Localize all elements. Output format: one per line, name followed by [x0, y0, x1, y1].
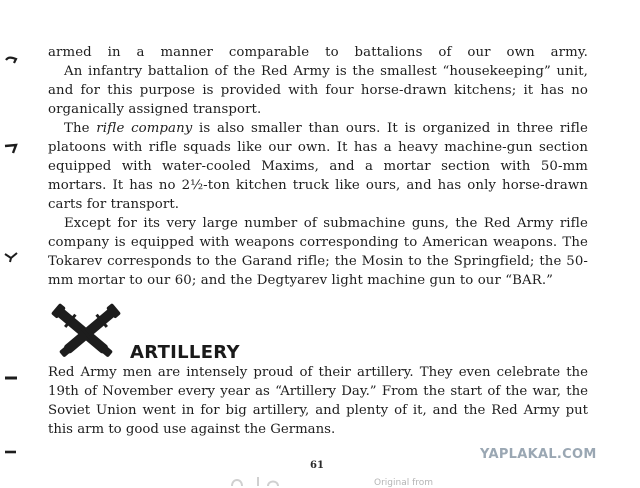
faded-logo-icon — [228, 474, 298, 487]
paragraph-rifle-company — [48, 119, 588, 214]
margin-mark-icon — [4, 446, 18, 458]
margin-mark-icon — [4, 251, 18, 263]
margin-mark-icon — [4, 54, 18, 66]
body-text — [48, 43, 588, 290]
margin-mark-icon — [4, 142, 18, 154]
paragraph-continued: armed in a manner comparable to battalions of our own army. — [48, 45, 588, 60]
margin-marks — [0, 0, 30, 487]
crossed-cannons-icon — [44, 300, 128, 368]
watermark-logo: YAPLAKAL.COM — [480, 447, 597, 462]
rifle-company-emphasis: rifle company — [96, 121, 193, 136]
paragraph-weapons: Except for its very large number of submachine guns, the Red Army rifle company is equipped with weapons corresponding to American weapons. The Tokarev corresponds to the Garand rifle; the Mosin to the Springfield; the 50-mm mortar to our 60; and the Degtyarev light machine gun to our “BAR.” — [48, 216, 588, 288]
artillery-body — [48, 363, 588, 439]
page-number: 61 — [310, 460, 324, 471]
rifle-company-prefix: The — [64, 121, 97, 136]
artillery-section-header — [44, 300, 594, 370]
paragraph-artillery: Red Army men are intensely proud of their artillery. They even celebrate the 19th of November every year as “Artillery Day.” From the start of the war, the Soviet Union went in for big artillery, and plenty of it, and the Red Army put this arm to good use against the Germans. — [48, 365, 588, 437]
rifle-company-rest: is also smaller than ours. It is organized in three rifle platoons with rifle squads like our own. It has a heavy machine-gun section equipped with water-cooled Maxims, and a mortar section with 50-mm mortars. It has no 2½-ton kitchen truck like ours, and has only horse-drawn carts for transport. — [48, 121, 588, 212]
section-heading-artillery: ARTILLERY — [130, 342, 240, 363]
paragraph-infantry-battalion: An infantry battalion of the Red Army is the smallest “housekeeping” unit, and for this purpose is provided with four horse-drawn kitchens; it has no organically assigned transport. — [48, 64, 588, 117]
margin-mark-icon — [4, 372, 18, 384]
footer-original-from: Original from — [374, 478, 434, 488]
